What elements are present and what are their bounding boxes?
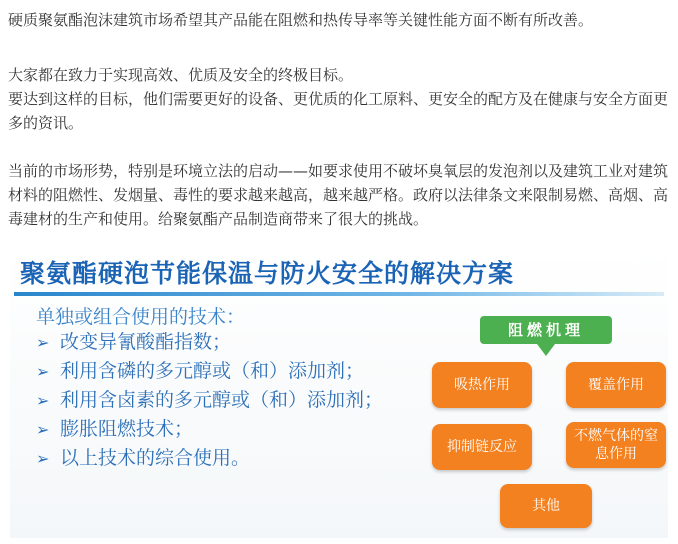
technique-text: 利用含磷的多元醇或（和）添加剂； — [60, 360, 365, 382]
mechanism-box-chain-inhibition: 抑制链反应 — [432, 424, 532, 470]
techniques-heading: 单独或组合使用的技术： — [36, 306, 246, 328]
arrow-bullet-icon: ➢ — [36, 333, 50, 352]
technique-item — [36, 386, 383, 414]
technique-text: 利用含卤素的多元醇或（和）添加剂； — [60, 389, 384, 411]
article-paragraph-2: 大家都在致力于实现高效、优质及安全的终极目标。 — [8, 66, 354, 84]
down-arrow-icon — [537, 344, 555, 356]
arrow-bullet-icon: ➢ — [36, 449, 50, 468]
arrow-bullet-icon: ➢ — [36, 420, 50, 439]
slide-title: 聚氨酯硬泡节能保温与防火安全的解决方案 — [20, 259, 515, 288]
mechanism-box-endothermic: 吸热作用 — [432, 362, 532, 408]
technique-item — [36, 415, 383, 443]
solution-slide-image — [10, 246, 668, 538]
title-divider — [14, 292, 664, 296]
technique-text: 以上技术的综合使用。 — [60, 447, 251, 469]
article-paragraph-4: 当前的市场形势，特别是环境立法的启动——如要求使用不破坏臭氧层的发泡剂以及建筑工业对建筑材料的阻燃性、发烟量、毒性的要求越来越高，越来越严格。政府以法律条文来限制易燃、高烟、高毒建材的生产和使用。给聚氨酯产品制造商带来了很大的挑战。 — [8, 162, 669, 228]
technique-item — [36, 328, 383, 356]
techniques-list — [36, 328, 383, 473]
mechanism-header: 阻燃机理 — [480, 316, 612, 344]
technique-item — [36, 444, 383, 472]
article-paragraph-3: 要达到这样的目标，他们需要更好的设备、更优质的化工原料、更安全的配方及在健康与安全方面更多的资讯。 — [8, 90, 669, 132]
technique-text: 改变异氰酸酯指数； — [60, 331, 232, 353]
mechanism-box-covering: 覆盖作用 — [566, 362, 666, 408]
article-paragraph-1: 硬质聚氨酯泡沫建筑市场希望其产品能在阻燃和热传导率等关键性能方面不断有所改善。 — [8, 11, 594, 29]
mechanism-box-inert-gas: 不燃气体的窒息作用 — [566, 422, 666, 468]
technique-text: 膨胀阻燃技术； — [60, 418, 194, 440]
technique-item — [36, 357, 383, 385]
arrow-bullet-icon: ➢ — [36, 362, 50, 381]
mechanism-box-other: 其他 — [500, 484, 592, 528]
arrow-bullet-icon: ➢ — [36, 391, 50, 410]
